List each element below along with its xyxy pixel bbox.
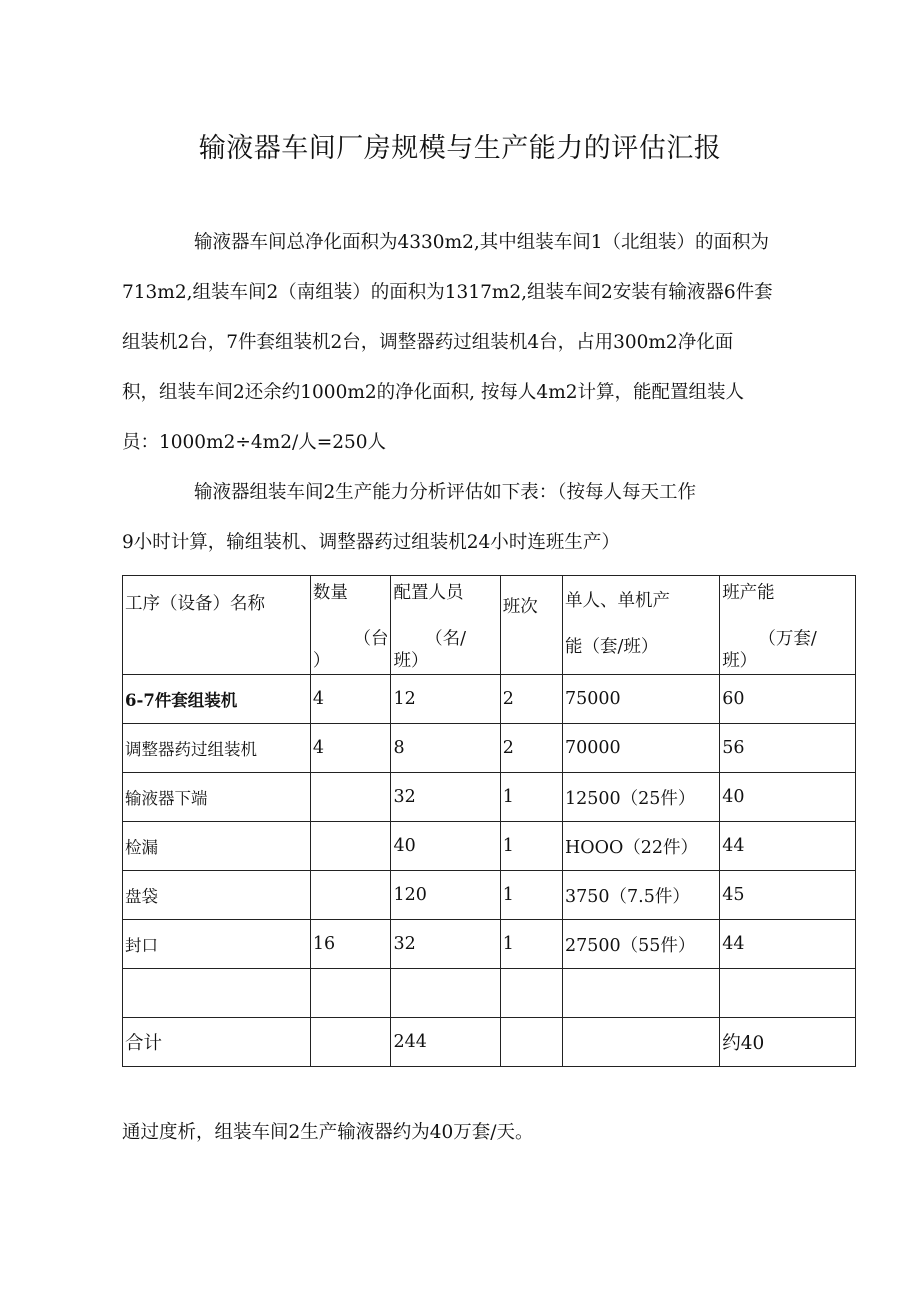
staff-cell: 32 bbox=[391, 773, 500, 822]
total-capacity-cell: 约40 bbox=[720, 1018, 856, 1067]
shift-capacity-cell: 44 bbox=[720, 920, 856, 969]
table-header-row bbox=[123, 576, 856, 675]
shift-capacity-cell: 40 bbox=[720, 773, 856, 822]
shift-capacity-cell: 44 bbox=[720, 822, 856, 871]
unit-capacity-cell: 75000 bbox=[562, 675, 719, 724]
unit-capacity-cell: 3750（7.5件） bbox=[562, 871, 719, 920]
table-row bbox=[123, 822, 856, 871]
shift-capacity-cell: 45 bbox=[720, 871, 856, 920]
paragraph-area bbox=[122, 218, 856, 468]
paragraph-line: 组装机2台，7件套组装机2台，调整器药过组装机4台，占用300m2净化面 bbox=[122, 332, 734, 353]
qty-cell bbox=[310, 822, 391, 871]
staff-cell: 32 bbox=[391, 920, 500, 969]
process-name: 检漏 bbox=[123, 822, 311, 871]
unit-capacity-cell: 27500（55件） bbox=[562, 920, 719, 969]
shift-cell bbox=[500, 1018, 562, 1067]
table-row bbox=[123, 724, 856, 773]
shift-cell: 1 bbox=[500, 822, 562, 871]
qty-cell: 16 bbox=[310, 920, 391, 969]
process-name: 6-7件套组装机 bbox=[123, 675, 311, 724]
paragraph-line: 员：1000m2÷4m2/人=250人 bbox=[122, 432, 387, 453]
staff-cell bbox=[391, 969, 500, 1018]
paragraph-line: 9小时计算，输组装机、调整器药过组装机24小时连班生产） bbox=[122, 532, 620, 553]
unit-capacity-cell: 70000 bbox=[562, 724, 719, 773]
qty-cell bbox=[310, 969, 391, 1018]
unit-capacity-cell bbox=[562, 969, 719, 1018]
process-name bbox=[123, 969, 311, 1018]
qty-cell bbox=[310, 871, 391, 920]
qty-cell bbox=[310, 773, 391, 822]
page-title: 输液器车间厂房规模与生产能力的评估汇报 bbox=[198, 133, 722, 164]
process-name: 盘袋 bbox=[123, 871, 311, 920]
qty-cell bbox=[310, 1018, 391, 1067]
table-intro-paragraph bbox=[122, 468, 856, 568]
total-staff-cell: 244 bbox=[391, 1018, 500, 1067]
table-row bbox=[123, 773, 856, 822]
shift-capacity-cell bbox=[720, 969, 856, 1018]
shift-cell: 2 bbox=[500, 675, 562, 724]
process-name: 输液器下端 bbox=[123, 773, 311, 822]
unit-capacity-cell bbox=[562, 1018, 719, 1067]
header-qty: 数量 （台 ） bbox=[310, 576, 391, 675]
shift-cell: 1 bbox=[500, 871, 562, 920]
staff-cell: 12 bbox=[391, 675, 500, 724]
header-staff: 配置人员 （名/ 班） bbox=[391, 576, 500, 675]
unit-capacity-cell: 12500（25件） bbox=[562, 773, 719, 822]
shift-cell: 1 bbox=[500, 920, 562, 969]
capacity-table bbox=[122, 575, 856, 1067]
header-capacity: 班产能 （万套/ 班） bbox=[720, 576, 856, 675]
staff-cell: 8 bbox=[391, 724, 500, 773]
header-shift: 班次 bbox=[500, 576, 562, 675]
header-unit: 单人、单机产 能（套/班） bbox=[562, 576, 719, 675]
staff-cell: 40 bbox=[391, 822, 500, 871]
header-name: 工序（设备）名称 bbox=[123, 576, 311, 675]
table-row bbox=[123, 920, 856, 969]
qty-cell: 4 bbox=[310, 675, 391, 724]
shift-capacity-cell: 60 bbox=[720, 675, 856, 724]
paragraph-line: 输液器车间总净化面积为4330m2,其中组装车间1（北组装）的面积为 bbox=[194, 232, 770, 253]
paragraph-line: 积，组装车间2还余约1000m2的净化面积, 按每人4m2计算，能配置组装人 bbox=[122, 382, 745, 403]
unit-capacity-cell: HOOO（22件） bbox=[562, 822, 719, 871]
qty-cell: 4 bbox=[310, 724, 391, 773]
shift-cell: 2 bbox=[500, 724, 562, 773]
total-label: 合计 bbox=[123, 1018, 311, 1067]
table-total-row bbox=[123, 1018, 856, 1067]
table-row-empty bbox=[123, 969, 856, 1018]
shift-cell: 1 bbox=[500, 773, 562, 822]
staff-cell: 120 bbox=[391, 871, 500, 920]
conclusion-text: 通过度析，组装车间2生产输液器约为40万套/天。 bbox=[122, 1122, 534, 1143]
shift-capacity-cell: 56 bbox=[720, 724, 856, 773]
process-name: 封口 bbox=[123, 920, 311, 969]
paragraph-line: 输液器组装车间2生产能力分析评估如下表：（按每人每天工作 bbox=[194, 482, 697, 503]
shift-cell bbox=[500, 969, 562, 1018]
table-row bbox=[123, 675, 856, 724]
process-name: 调整器药过组装机 bbox=[123, 724, 311, 773]
paragraph-line: 713m2,组装车间2（南组装）的面积为1317m2,组装车间2安装有输液器6件套 bbox=[122, 282, 773, 303]
table-row bbox=[123, 871, 856, 920]
